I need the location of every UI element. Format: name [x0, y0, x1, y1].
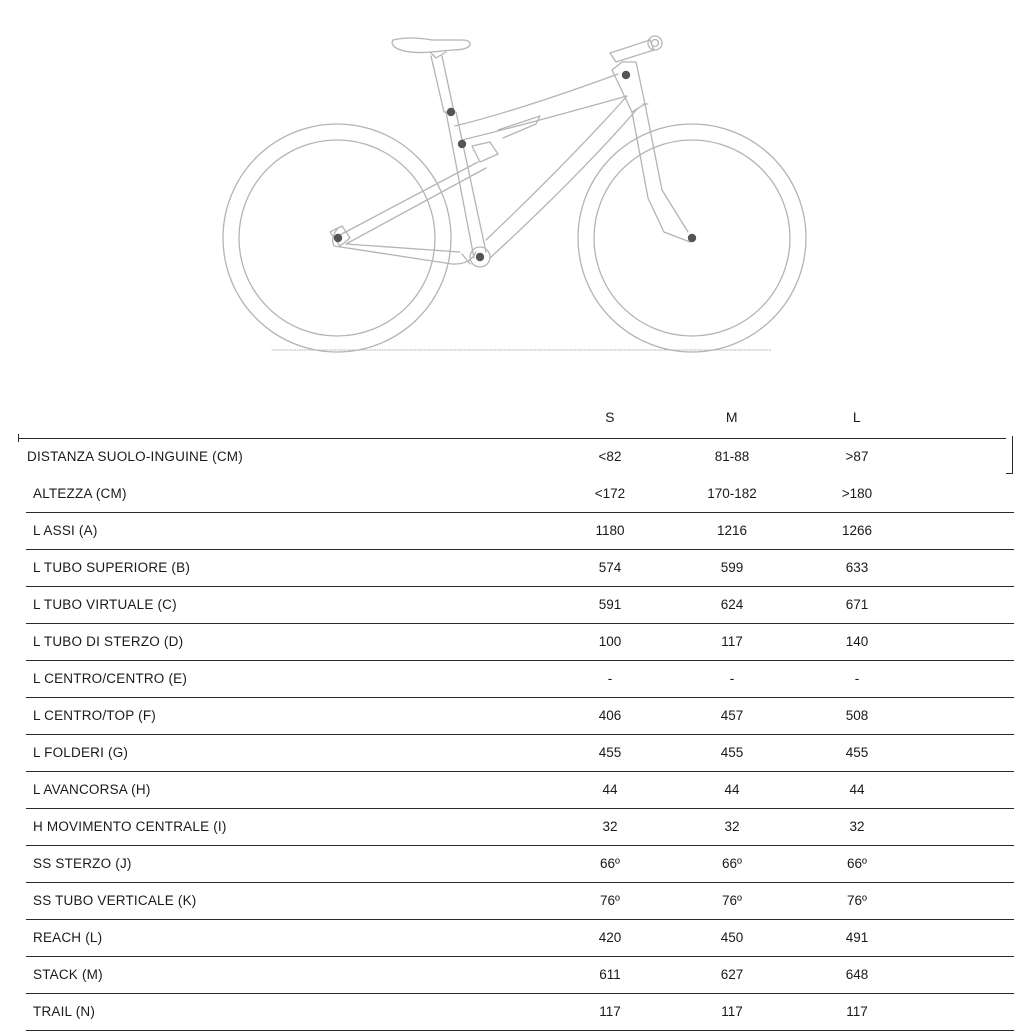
table-row	[0, 920, 1024, 957]
row-value-l: 633	[845, 560, 869, 575]
row-value-l: 44	[849, 782, 865, 797]
row-value-s: 455	[598, 745, 622, 760]
row-value-l: >87	[845, 449, 869, 464]
row-value-s: 611	[599, 967, 621, 982]
row-value-m: 1216	[716, 523, 748, 538]
row-value-l: 76º	[847, 893, 867, 908]
table-row	[0, 994, 1024, 1031]
table-row	[0, 439, 1024, 476]
geometry-rows	[0, 439, 1024, 1031]
row-value-m: 117	[721, 634, 743, 649]
row-value-s: 76º	[600, 893, 620, 908]
row-label: TRAIL (N)	[33, 1004, 96, 1019]
row-value-l: 117	[846, 1004, 868, 1019]
row-value-m: 455	[720, 745, 744, 760]
bike-geometry-illustration	[0, 0, 1024, 370]
row-value-l: 671	[845, 597, 869, 612]
row-value-m: 170-182	[707, 486, 757, 501]
size-label-m: M	[725, 409, 739, 425]
table-row	[0, 624, 1024, 661]
row-label: L TUBO SUPERIORE (B)	[33, 560, 191, 575]
row-value-l: -	[854, 671, 860, 686]
row-label: SS TUBO VERTICALE (K)	[33, 893, 197, 908]
row-value-s: 32	[602, 819, 618, 834]
row-value-s: 591	[598, 597, 622, 612]
row-value-s: 66º	[600, 856, 620, 871]
row-value-s: 1180	[595, 523, 625, 538]
row-value-l: 32	[849, 819, 865, 834]
table-row	[0, 587, 1024, 624]
row-value-l: 648	[845, 967, 869, 982]
row-value-m: 457	[720, 708, 744, 723]
table-row	[0, 550, 1024, 587]
table-row	[0, 476, 1024, 513]
size-label-l: L	[852, 409, 862, 425]
row-value-m: 66º	[722, 856, 742, 871]
row-label: STACK (M)	[33, 967, 103, 982]
row-value-m: 81-88	[714, 449, 750, 464]
row-value-l: 140	[845, 634, 869, 649]
row-label: REACH (L)	[33, 930, 103, 945]
table-row	[0, 809, 1024, 846]
row-value-l: 491	[845, 930, 869, 945]
size-label-s: S	[605, 409, 615, 425]
table-row	[0, 698, 1024, 735]
row-value-m: 44	[724, 782, 740, 797]
row-label: L CENTRO/TOP (F)	[33, 708, 156, 723]
row-value-m: 624	[720, 597, 744, 612]
row-value-s: 100	[598, 634, 622, 649]
row-value-s: 574	[598, 560, 622, 575]
row-value-s: 117	[599, 1004, 621, 1019]
row-value-s: <172	[594, 486, 626, 501]
row-value-m: 117	[721, 1004, 743, 1019]
row-value-s: 420	[598, 930, 622, 945]
row-value-m: 32	[724, 819, 740, 834]
table-row	[0, 883, 1024, 920]
size-header-row	[0, 400, 1024, 438]
table-row	[0, 846, 1024, 883]
row-value-m: 599	[720, 560, 744, 575]
row-label: DISTANZA SUOLO-INGUINE (CM)	[27, 449, 243, 464]
table-row	[0, 957, 1024, 994]
row-label: L TUBO VIRTUALE (C)	[33, 597, 177, 612]
row-value-s: 406	[598, 708, 622, 723]
row-label: ALTEZZA (CM)	[33, 486, 127, 501]
table-row	[0, 661, 1024, 698]
row-label: SS STERZO (J)	[33, 856, 132, 871]
row-label: H MOVIMENTO CENTRALE (I)	[33, 819, 227, 834]
row-value-l: >180	[841, 486, 873, 501]
row-label: L ASSI (A)	[33, 523, 98, 538]
row-label: L AVANCORSA (H)	[33, 782, 151, 797]
geometry-table	[0, 400, 1024, 1024]
row-value-l: 508	[845, 708, 869, 723]
row-value-l: 455	[845, 745, 869, 760]
row-value-s: 44	[602, 782, 618, 797]
row-value-s: -	[607, 671, 613, 686]
table-row	[0, 735, 1024, 772]
row-value-l: 1266	[841, 523, 873, 538]
table-row	[0, 513, 1024, 550]
row-value-l: 66º	[847, 856, 867, 871]
row-value-m: 76º	[722, 893, 742, 908]
row-value-s: <82	[598, 449, 622, 464]
row-value-m: 450	[720, 930, 744, 945]
row-value-m: -	[729, 671, 735, 686]
row-label: L FOLDERI (G)	[33, 745, 129, 760]
table-row	[0, 772, 1024, 809]
row-label: L CENTRO/CENTRO (E)	[33, 671, 188, 686]
row-value-m: 627	[720, 967, 744, 982]
row-label: L TUBO DI STERZO (D)	[33, 634, 184, 649]
